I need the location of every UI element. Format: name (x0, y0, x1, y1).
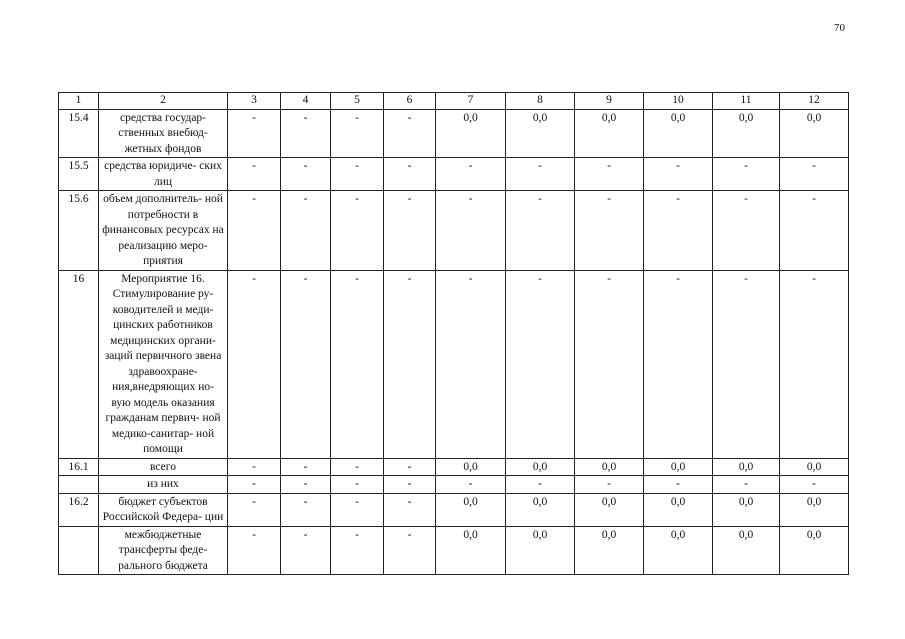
value-cell: 0,0 (436, 493, 506, 526)
financing-table (58, 92, 849, 575)
value-cell: - (506, 270, 575, 458)
value-cell: - (281, 158, 331, 191)
row-name: межбюджетные трансферты феде- рального бюджета (99, 526, 228, 575)
row-number: 16 (59, 270, 99, 458)
row-name: объем дополнитель- ной потребности в финансовых ресурсах на реализацию меро- приятия (99, 191, 228, 271)
value-cell: - (331, 458, 384, 476)
row-number (59, 476, 99, 494)
column-header: 1 (59, 93, 99, 110)
value-cell: 0,0 (436, 109, 506, 158)
value-cell: - (331, 158, 384, 191)
row-name: средства юридиче- ских лиц (99, 158, 228, 191)
value-cell: - (575, 476, 644, 494)
value-cell: - (228, 158, 281, 191)
column-header: 4 (281, 93, 331, 110)
row-name: Мероприятие 16. Стимулирование ру- ководителей и меди- цинских работников медицинских органи- заций первичного звена здравоохране- ния,внедряющих но- вую модель оказания гражданам первич- ной медико-санитар- ной помощи (99, 270, 228, 458)
value-cell: - (281, 191, 331, 271)
value-cell: - (228, 109, 281, 158)
value-cell: 0,0 (644, 493, 713, 526)
table-row (59, 526, 849, 575)
value-cell: - (436, 476, 506, 494)
column-header: 8 (506, 93, 575, 110)
value-cell: - (384, 109, 436, 158)
value-cell: 0,0 (644, 458, 713, 476)
value-cell: - (644, 476, 713, 494)
column-header: 7 (436, 93, 506, 110)
value-cell: 0,0 (575, 526, 644, 575)
value-cell: - (228, 526, 281, 575)
value-cell: - (281, 270, 331, 458)
row-number: 15.4 (59, 109, 99, 158)
value-cell: 0,0 (780, 526, 849, 575)
value-cell: - (228, 476, 281, 494)
value-cell: - (713, 158, 780, 191)
value-cell: - (331, 493, 384, 526)
value-cell: - (331, 270, 384, 458)
value-cell: - (506, 476, 575, 494)
value-cell: - (331, 526, 384, 575)
value-cell: - (436, 158, 506, 191)
value-cell: - (384, 158, 436, 191)
table-row (59, 270, 849, 458)
column-header: 3 (228, 93, 281, 110)
value-cell: 0,0 (713, 526, 780, 575)
table-row (59, 109, 849, 158)
value-cell: - (644, 158, 713, 191)
row-number: 15.5 (59, 158, 99, 191)
header-row (59, 93, 849, 110)
value-cell: - (780, 191, 849, 271)
value-cell: - (713, 191, 780, 271)
value-cell: - (384, 493, 436, 526)
value-cell: 0,0 (506, 458, 575, 476)
value-cell: 0,0 (644, 526, 713, 575)
value-cell: 0,0 (780, 458, 849, 476)
value-cell: - (331, 191, 384, 271)
value-cell: - (506, 191, 575, 271)
row-number: 15.6 (59, 191, 99, 271)
row-name: бюджет субъектов Российской Федера- ции (99, 493, 228, 526)
table-row (59, 476, 849, 494)
value-cell: - (506, 158, 575, 191)
value-cell: 0,0 (713, 493, 780, 526)
value-cell: 0,0 (780, 493, 849, 526)
value-cell: - (281, 493, 331, 526)
row-name: из них (99, 476, 228, 494)
column-header: 9 (575, 93, 644, 110)
value-cell: - (331, 476, 384, 494)
value-cell: - (228, 458, 281, 476)
value-cell: - (780, 270, 849, 458)
column-header: 5 (331, 93, 384, 110)
value-cell: - (281, 109, 331, 158)
value-cell: - (331, 109, 384, 158)
value-cell: 0,0 (575, 493, 644, 526)
value-cell: 0,0 (575, 109, 644, 158)
value-cell: - (281, 526, 331, 575)
value-cell: - (575, 158, 644, 191)
value-cell: 0,0 (506, 493, 575, 526)
row-number: 16.2 (59, 493, 99, 526)
table-row (59, 458, 849, 476)
value-cell: 0,0 (575, 458, 644, 476)
value-cell: - (436, 270, 506, 458)
value-cell: - (575, 270, 644, 458)
value-cell: - (780, 476, 849, 494)
value-cell: 0,0 (713, 458, 780, 476)
page-number: 70 (834, 22, 845, 34)
value-cell: 0,0 (644, 109, 713, 158)
value-cell: 0,0 (506, 526, 575, 575)
value-cell: 0,0 (713, 109, 780, 158)
value-cell: - (575, 191, 644, 271)
column-header: 12 (780, 93, 849, 110)
value-cell: 0,0 (436, 458, 506, 476)
value-cell: 0,0 (780, 109, 849, 158)
value-cell: - (644, 270, 713, 458)
row-name: средства государ- ственных внебюд- жетных фондов (99, 109, 228, 158)
column-header: 2 (99, 93, 228, 110)
column-header: 6 (384, 93, 436, 110)
value-cell: 0,0 (506, 109, 575, 158)
value-cell: - (713, 270, 780, 458)
column-header: 11 (713, 93, 780, 110)
row-number (59, 526, 99, 575)
value-cell: - (384, 191, 436, 271)
value-cell: - (281, 476, 331, 494)
value-cell: - (713, 476, 780, 494)
column-header: 10 (644, 93, 713, 110)
value-cell: - (384, 458, 436, 476)
value-cell: 0,0 (436, 526, 506, 575)
value-cell: - (780, 158, 849, 191)
value-cell: - (384, 270, 436, 458)
table-row (59, 493, 849, 526)
value-cell: - (228, 493, 281, 526)
value-cell: - (384, 526, 436, 575)
value-cell: - (228, 270, 281, 458)
table-body (59, 93, 849, 575)
table-row (59, 158, 849, 191)
value-cell: - (644, 191, 713, 271)
row-number: 16.1 (59, 458, 99, 476)
table-row (59, 191, 849, 271)
row-name: всего (99, 458, 228, 476)
value-cell: - (281, 458, 331, 476)
value-cell: - (436, 191, 506, 271)
value-cell: - (228, 191, 281, 271)
value-cell: - (384, 476, 436, 494)
